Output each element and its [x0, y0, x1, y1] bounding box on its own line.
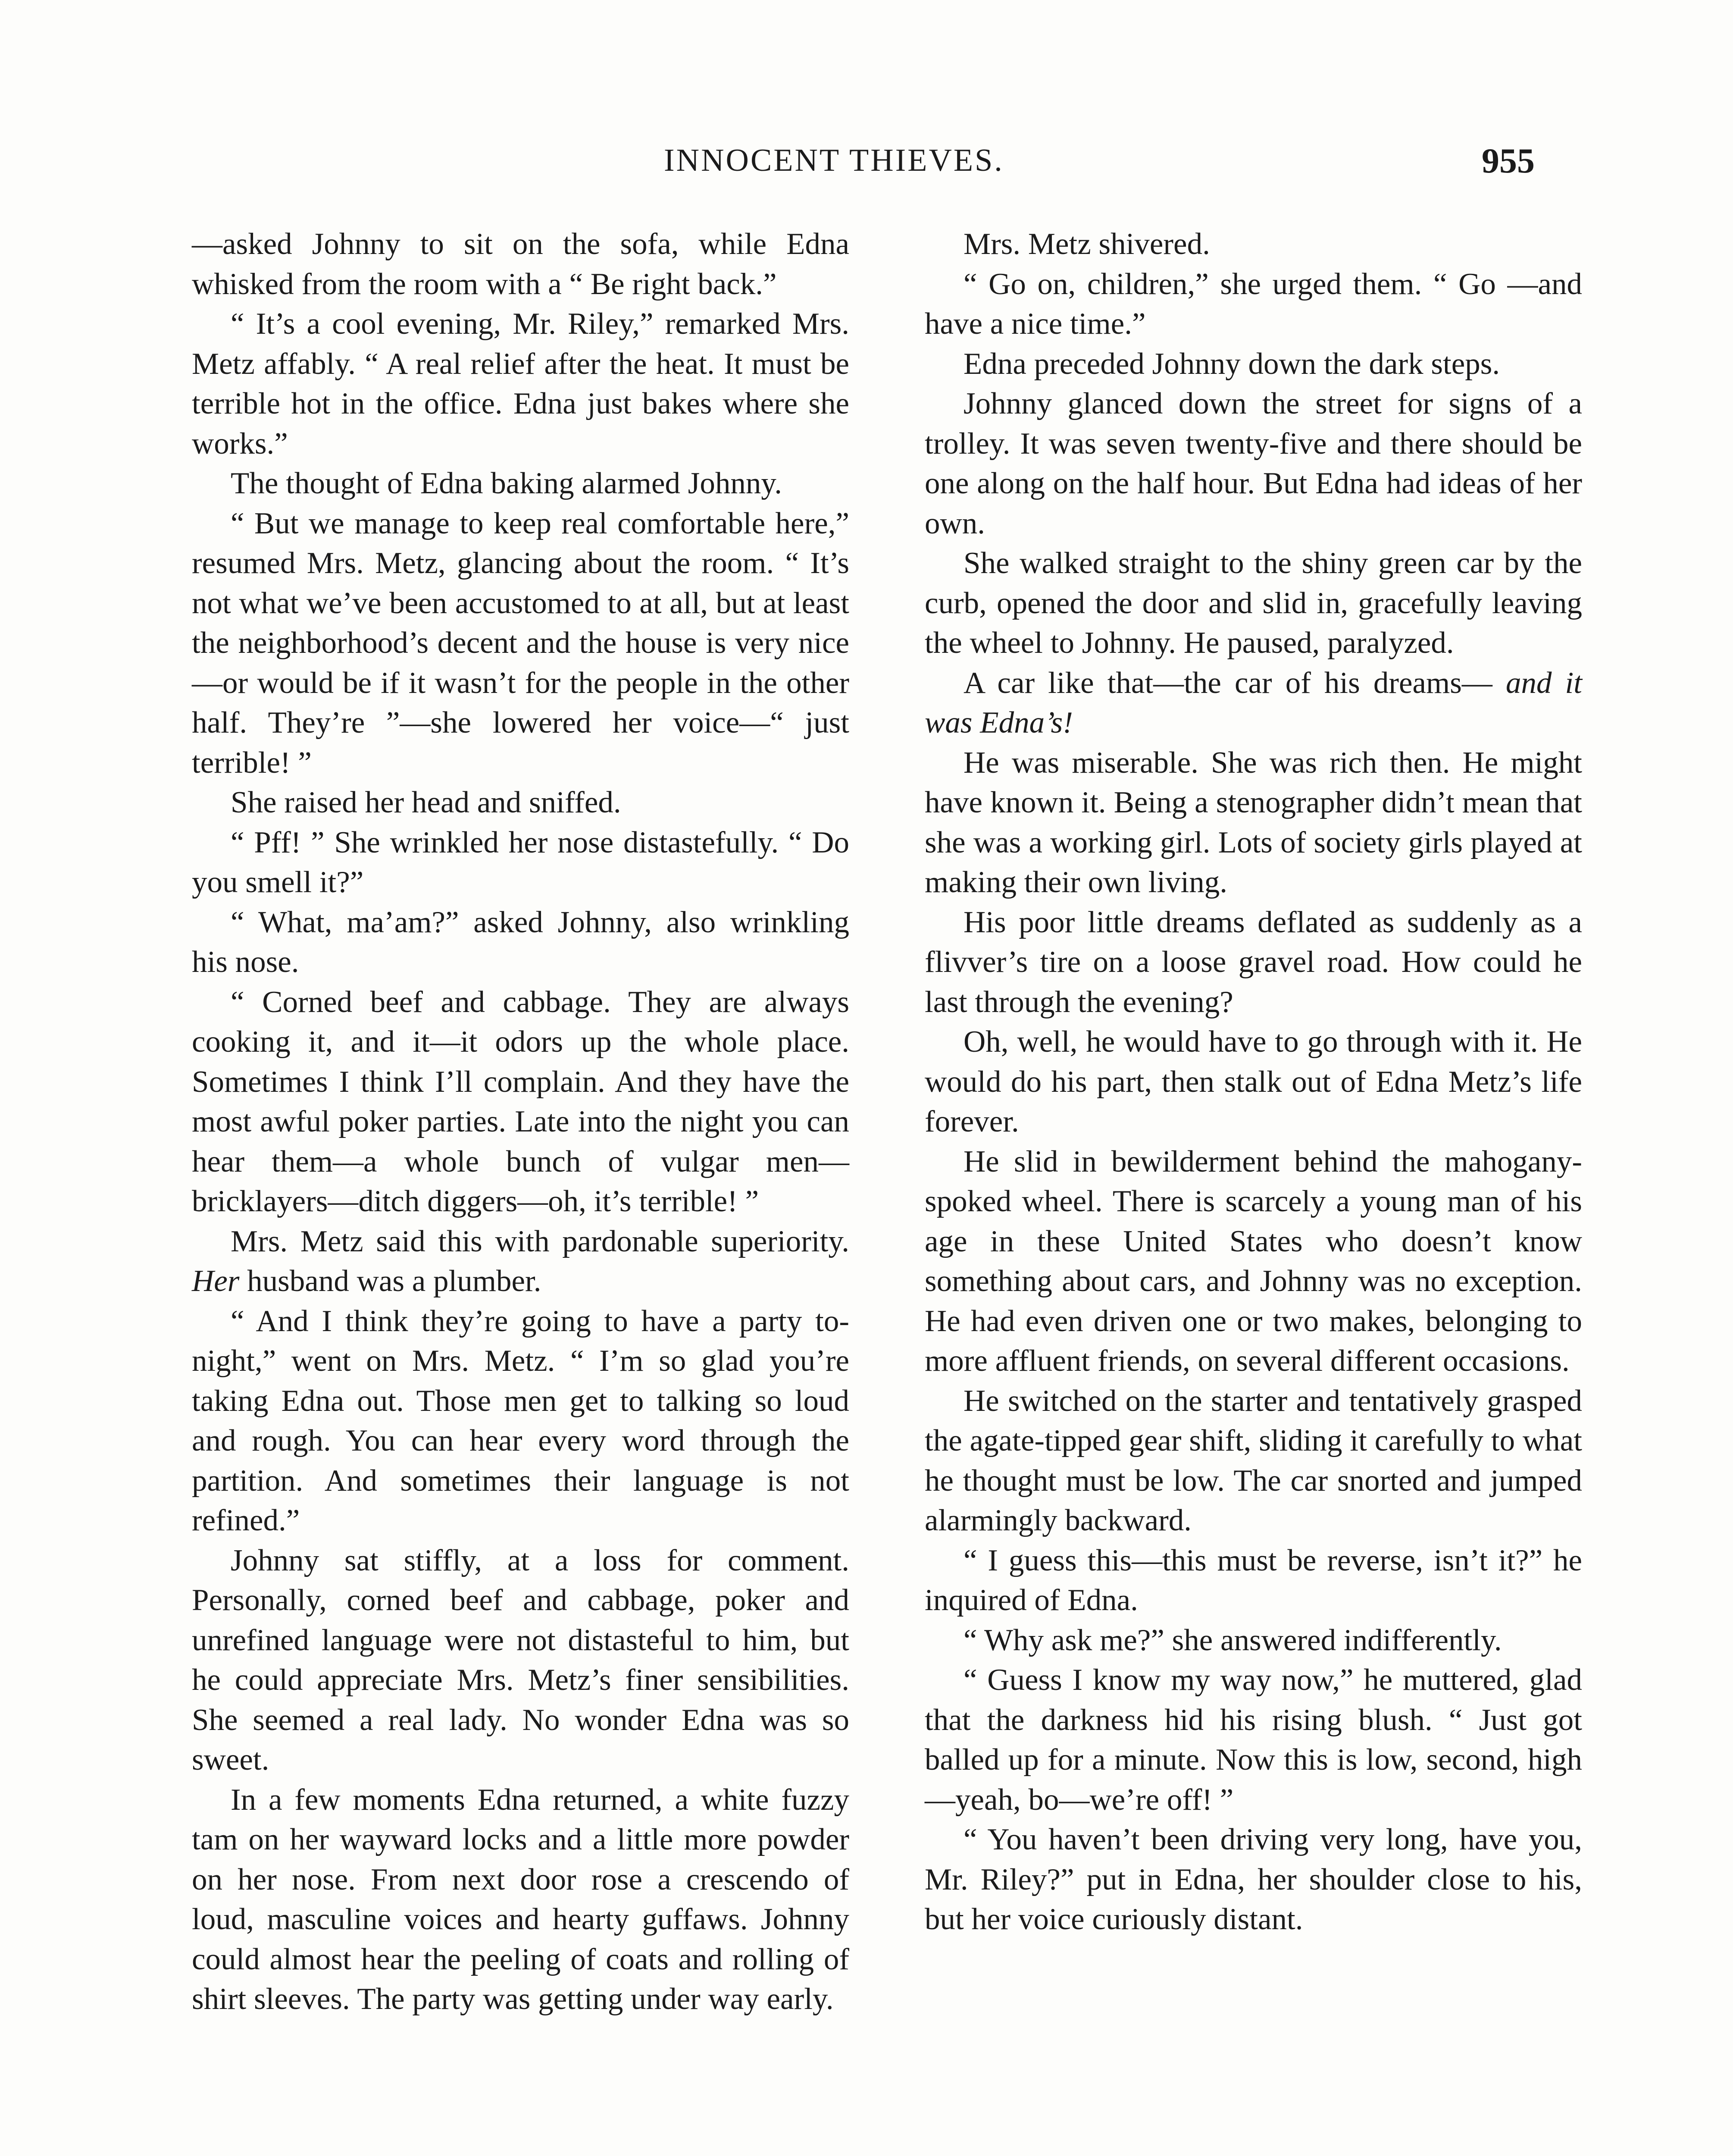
paragraph: “ Guess I know my way now,” he muttered, glad that the darkness hid his rising blush. “ Just got balled up for a minute. Now this is low, second, high—yeah, bo—we’re off! ” — [925, 1663, 1582, 1817]
paragraph-text: husband was a plumber. — [247, 1264, 541, 1298]
italic-text: and it was Edna’s! — [925, 666, 1583, 740]
paragraph: —asked Johnny to sit on the sofa, while Edna whisked from the room with a “ Be right back.” — [192, 227, 849, 301]
paragraph: Johnny glanced down the street for signs of a trolley. It was seven twenty-five and there should be one along on the half hour. But Edna had ideas of her own. — [925, 387, 1582, 540]
paragraph: “ You haven’t been driving very long, have you, Mr. Riley?” put in Edna, her shoulder close to his, but her voice curiously distant. — [925, 1823, 1582, 1936]
paragraph: Johnny sat stiffly, at a loss for comment. Personally, corned beef and cabbage, poker and unrefined language were not distasteful to him, but he could appreciate Mrs. Metz’s finer sensibilities. She seemed a real lady. No wonder Edna was so sweet. — [192, 1543, 849, 1777]
paragraph-text: Mrs. Metz said this with pardonable superiority. — [231, 1224, 849, 1258]
page-number: 955 — [1482, 141, 1535, 180]
italic-text: Her — [192, 1264, 240, 1298]
right-column — [925, 224, 1582, 1940]
paragraph: “ Corned beef and cabbage. They are always cooking it, and it—it odors up the whole place. Sometimes I think I’ll complain. And they have the most awful poker parties. Late into the night you can hear them—a whole bunch of vulgar men—bricklayers—ditch diggers—oh, it’s terrible! ” — [192, 985, 849, 1218]
paragraph: “ Why ask me?” she answered indifferently. — [963, 1623, 1502, 1657]
paragraph: She walked straight to the shiny green car by the curb, opened the door and slid in, gracefully leaving the wheel to Johnny. He paused, paralyzed. — [925, 546, 1582, 660]
paragraph: In a few moments Edna returned, a white fuzzy tam on her wayward locks and a little more powder on her nose. From next door rose a crescendo of loud, masculine voices and hearty guffaws. Johnny could almost hear the peeling of coats and rolling of shirt sleeves. The party was getting under way early. — [192, 1783, 849, 2016]
paragraph: He switched on the starter and tentatively grasped the agate-tipped gear shift, sliding it carefully to what he thought must be low. The car snorted and jumped alarmingly backward. — [925, 1384, 1582, 1537]
paragraph: Oh, well, he would have to go through with it. He would do his part, then stalk out of Edna Metz’s life forever. — [925, 1025, 1582, 1138]
paragraph-text: A car like that—the car of his dreams— — [963, 666, 1492, 700]
paragraph: “ I guess this—this must be reverse, isn’t it?” he inquired of Edna. — [925, 1543, 1582, 1617]
paragraph: He slid in bewilderment behind the mahogany-spoked wheel. There is scarcely a young man of his age in these United States who doesn’t know something about cars, and Johnny was no exception. He had even driven one or two makes, belonging to more affluent friends, on several different occasions. — [925, 1144, 1582, 1378]
paragraph: He was miserable. She was rich then. He might have known it. Being a stenographer didn’t mean that she was a working girl. Lots of society girls played at making their own living. — [925, 746, 1582, 899]
left-column — [192, 224, 849, 2019]
paragraph: Mrs. Metz shivered. — [963, 227, 1210, 261]
paragraph: “ And I think they’re going to have a party to-night,” went on Mrs. Metz. “ I’m so glad you’re taking Edna out. Those men get to talking so loud and rough. You can hear every word through the partition. And sometimes their language is not refined.” — [192, 1304, 849, 1537]
page-header — [190, 142, 1535, 194]
paragraph: Edna preceded Johnny down the dark steps. — [963, 347, 1500, 381]
paragraph: “ What, ma’am?” asked Johnny, also wrinkling his nose. — [192, 905, 849, 979]
paragraph — [192, 1222, 849, 1301]
paragraph: His poor little dreams deflated as suddenly as a flivver’s tire on a loose gravel road. How could he last through the evening? — [925, 905, 1582, 1019]
paragraph: “ But we manage to keep real comfortable here,” resumed Mrs. Metz, glancing about the room. “ It’s not what we’ve been accustomed to at all, but at least the neighborhood’s decent and the house is very nice —or would be if it wasn’t for the people in the other half. They’re ”—she lowered her voice—“ just terrible! ” — [192, 506, 849, 780]
paragraph: “ Go on, children,” she urged them. “ Go —and have a nice time.” — [925, 267, 1582, 341]
running-title: INNOCENT THIEVES. — [664, 143, 1004, 178]
paragraph: She raised her head and sniffed. — [231, 786, 621, 819]
paragraph — [925, 663, 1582, 743]
paragraph: “ Pff! ” She wrinkled her nose distastefully. “ Do you smell it?” — [192, 825, 849, 899]
paragraph: “ It’s a cool evening, Mr. Riley,” remarked Mrs. Metz affably. “ A real relief after the heat. It must be terrible hot in the office. Edna just bakes where she works.” — [192, 307, 849, 461]
paragraph: The thought of Edna baking alarmed Johnny. — [231, 467, 782, 500]
